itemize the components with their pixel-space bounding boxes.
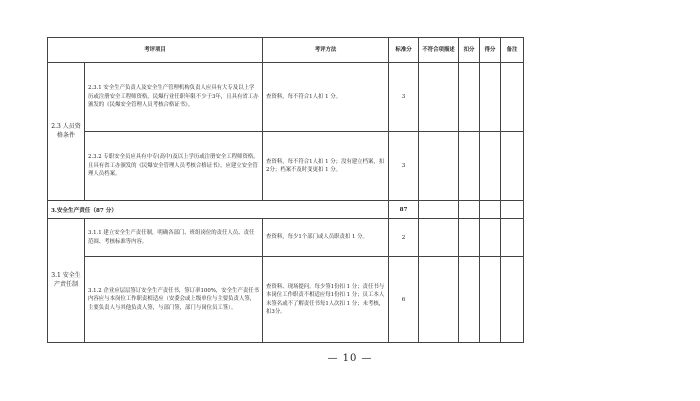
method-cell: 查资料，每少1个部门或人员职责扣 1 分。 bbox=[263, 219, 389, 257]
method-cell: 查资料，每不符合1人扣 1 分；没有建立档案，扣2分；档案不及时变更扣 1 分。 bbox=[263, 132, 389, 201]
header-method: 考评方法 bbox=[263, 38, 389, 63]
score-cell: 2 bbox=[389, 219, 419, 257]
header-obtained: 得分 bbox=[480, 38, 501, 63]
remark-cell bbox=[501, 257, 524, 343]
evaluation-sheet bbox=[47, 37, 523, 344]
deduction-cell bbox=[459, 257, 480, 343]
score-cell: 3 bbox=[389, 63, 419, 132]
remark-cell bbox=[501, 219, 524, 257]
nonconformity-cell bbox=[419, 63, 459, 132]
table-row bbox=[48, 219, 524, 257]
item-cell: 2.3.2 专职安全员应具有中专(高中)及以上学历或注册安全工程师资格，且具有省工办颁发的《民爆安全管理人员考核合格证书》，应建立安全管理人员档案。 bbox=[85, 132, 263, 201]
obtained-cell bbox=[480, 63, 501, 132]
deduction-cell bbox=[459, 63, 480, 132]
nonconformity-cell bbox=[419, 201, 459, 219]
category-cell: 3.1 安全生产责任制 bbox=[48, 219, 85, 343]
score-cell: 6 bbox=[389, 257, 419, 343]
table-row bbox=[48, 63, 524, 132]
header-deduction: 扣分 bbox=[459, 38, 480, 63]
deduction-cell bbox=[459, 201, 480, 219]
item-cell: 2.3.1 安全生产负责人及安全生产管理机构负责人应具有大专及以上学历或注册安全工程师资格，民爆行业任职年限不少于3年，且具有省工办颁发的《民爆安全管理人员考核合格证书》。 bbox=[85, 63, 263, 132]
remark-cell bbox=[501, 132, 524, 201]
nonconformity-cell bbox=[419, 219, 459, 257]
nonconformity-cell bbox=[419, 257, 459, 343]
obtained-cell bbox=[480, 201, 501, 219]
obtained-cell bbox=[480, 219, 501, 257]
item-cell: 3.1.2 企业应层层签订安全生产责任书，签订率100%，安全生产责任书内容应与本岗位工作职责相适应（安委会或上级单位与主要负责人签，主要负责人与其他负责人签，与部门签，部门与岗位员工签）。 bbox=[85, 257, 263, 343]
nonconformity-cell bbox=[419, 132, 459, 201]
remark-cell bbox=[501, 63, 524, 132]
table-row bbox=[48, 132, 524, 201]
section-row bbox=[48, 201, 524, 219]
header-row bbox=[48, 38, 524, 63]
deduction-cell bbox=[459, 132, 480, 201]
header-standard-score: 标准分 bbox=[389, 38, 419, 63]
category-cell: 2.3 人员资格条件 bbox=[48, 63, 85, 201]
header-item: 考评项目 bbox=[48, 38, 263, 63]
remark-cell bbox=[501, 201, 524, 219]
method-cell: 查资料，每不符合1人扣 1 分。 bbox=[263, 63, 389, 132]
header-remark: 备注 bbox=[501, 38, 524, 63]
page-number: — 10 — bbox=[327, 353, 373, 364]
method-cell: 查资料、现场提问。每少签1份扣 1 分；责任书与本岗位工作职责不相适应每1份扣 1 分；员工本人未签名或不了解责任书每1人次扣 1 分；未考核，扣3分。 bbox=[263, 257, 389, 343]
section-score: 87 bbox=[389, 201, 419, 219]
deduction-cell bbox=[459, 219, 480, 257]
header-nonconformity: 不符合项描述 bbox=[419, 38, 459, 63]
obtained-cell bbox=[480, 132, 501, 201]
evaluation-table bbox=[47, 37, 524, 343]
obtained-cell bbox=[480, 257, 501, 343]
table-row bbox=[48, 257, 524, 343]
item-cell: 3.1.1 建立安全生产责任制，明确各部门、班组岗位的责任人员、责任范围、考核标准等内容。 bbox=[85, 219, 263, 257]
section-title: 3.安全生产责任（87 分） bbox=[48, 201, 389, 219]
score-cell: 3 bbox=[389, 132, 419, 201]
